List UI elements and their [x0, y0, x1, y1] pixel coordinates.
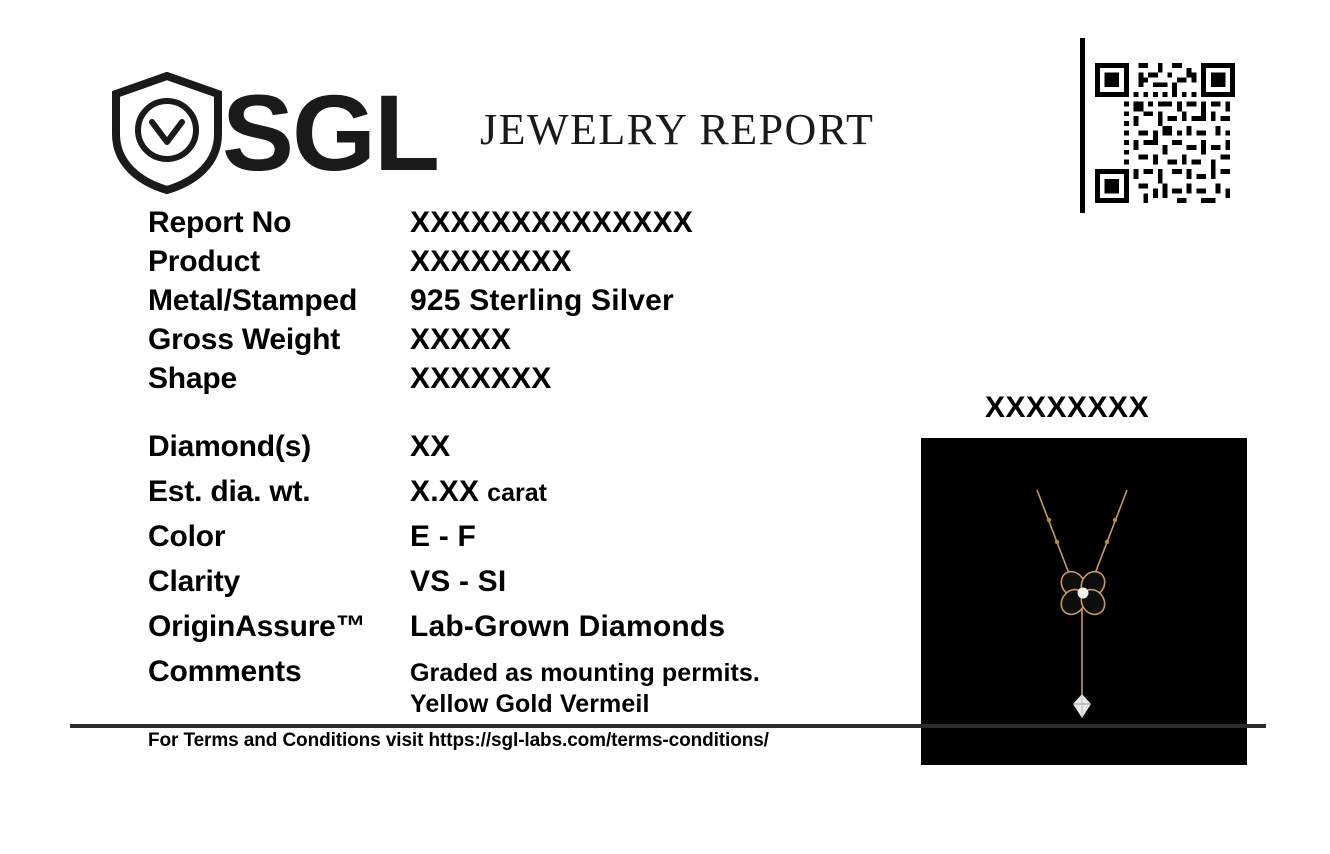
primary-field-group — [148, 208, 948, 394]
field-row-metal-stamped — [148, 286, 948, 316]
field-value: XX — [410, 430, 451, 463]
field-row-origin-assure — [148, 612, 948, 642]
field-label: Est. dia. wt. — [148, 475, 311, 508]
footer-terms-text: For Terms and Conditions visit https://sgl-labs.com/terms-conditions/ — [148, 730, 769, 751]
product-image-caption: XXXXXXXX — [985, 391, 1150, 424]
field-label: Color — [148, 520, 226, 553]
shield-check-icon — [108, 72, 226, 194]
field-row-clarity — [148, 567, 948, 597]
field-label: Clarity — [148, 565, 240, 598]
field-label: Report No — [148, 206, 292, 239]
qr-code-icon[interactable] — [1095, 38, 1235, 203]
brand-logo — [108, 72, 438, 194]
field-row-shape — [148, 364, 948, 394]
field-label: Comments — [148, 655, 302, 688]
field-value: VS - SI — [410, 565, 507, 598]
field-value: XXXXXXXX — [410, 245, 572, 278]
report-fields — [148, 208, 948, 734]
comments-line-1: Graded as mounting permits. — [410, 659, 760, 687]
field-label: OriginAssure™ — [148, 610, 366, 643]
field-value — [410, 658, 760, 719]
page-title: JEWELRY REPORT — [480, 105, 875, 154]
field-label: Product — [148, 245, 260, 278]
field-value-unit: carat — [487, 479, 547, 507]
field-value: 925 Sterling Silver — [410, 284, 674, 317]
field-value: Lab-Grown Diamonds — [410, 610, 726, 643]
product-photo — [921, 438, 1247, 765]
field-row-color — [148, 522, 948, 552]
field-row-diamonds — [148, 432, 948, 462]
comments-line-2: Yellow Gold Vermeil — [410, 689, 650, 718]
qr-side-bar — [1080, 38, 1085, 213]
qr-code-block — [1080, 38, 1235, 213]
field-value: XXXXX — [410, 323, 512, 356]
field-label: Metal/Stamped — [148, 284, 358, 317]
field-row-est-dia-wt — [148, 477, 948, 507]
field-row-report-no — [148, 208, 948, 238]
field-value: E - F — [410, 520, 476, 553]
field-row-gross-weight — [148, 325, 948, 355]
diamond-field-group — [148, 432, 948, 719]
brand-name: SGL — [222, 72, 439, 193]
field-value: XXXXXXX — [410, 362, 552, 395]
field-value: X.XX — [410, 475, 480, 508]
field-label: Shape — [148, 362, 238, 395]
field-label: Diamond(s) — [148, 430, 312, 463]
field-value: XXXXXXXXXXXXXX — [410, 206, 693, 239]
field-row-product — [148, 247, 948, 277]
field-label: Gross Weight — [148, 323, 341, 356]
footer-divider — [70, 724, 1266, 728]
field-row-comments — [148, 657, 948, 719]
